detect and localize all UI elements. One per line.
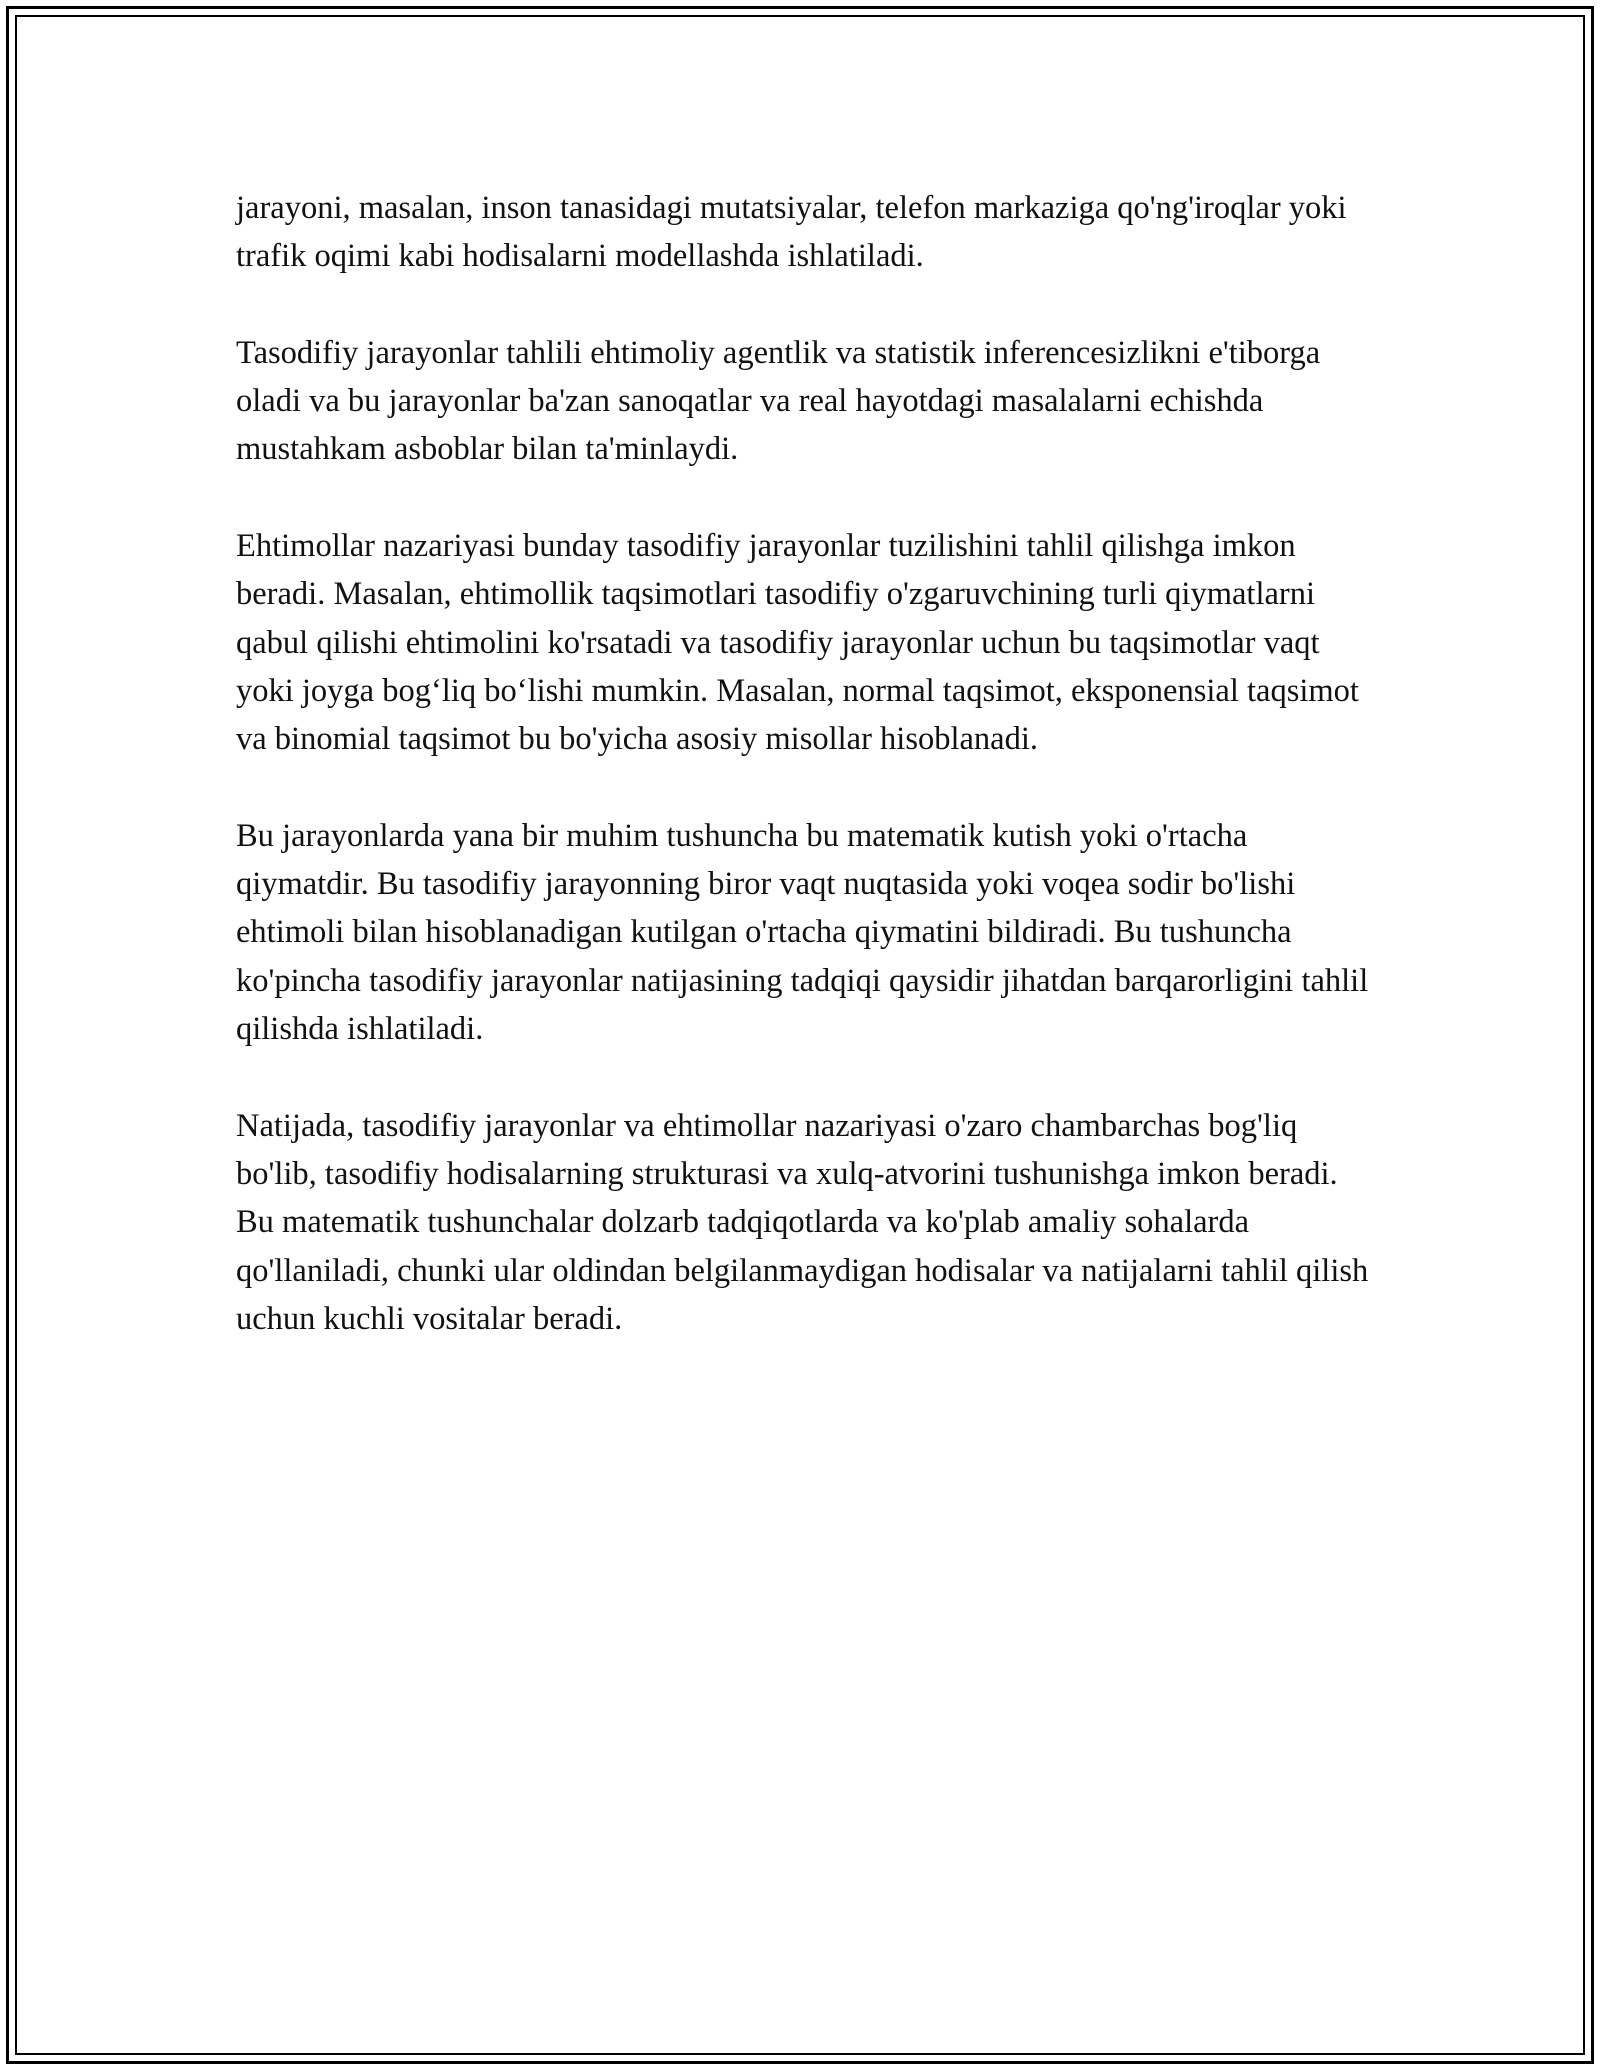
paragraph-4: Bu jarayonlarda yana bir muhim tushuncha bu matematik kutish yoki o'rtacha qiymatdir. Bu tasodifiy jarayonning biror vaqt nuqtasida yoki voqea sodir bo'lishi ehtimoli bilan hisoblanadigan kutilgan o'rtacha qiymatini bildiradi. Bu tushuncha ko'pincha tasodifiy jarayonlar natijasining tadqiqi qaysidir jihatdan barqarorligini tahlil qilishda ishlatiladi. — [236, 817, 1369, 1048]
document-body — [236, 184, 1376, 1391]
paragraph-3: Ehtimollar nazariyasi bunday tasodifiy jarayonlar tuzilishini tahlil qilishga imkon beradi. Masalan, ehtimollik taqsimotlari tasodifiy o'zgaruvchining turli qiymatlarni qabul qilishi ehtimolini ko'rsatadi va tasodifiy jarayonlar uchun bu taqsimotlar vaqt yoki joyga bog‘liq bo‘lishi mumkin. Masalan, normal taqsimot, eksponensial taqsimot va binomial taqsimot bu bo'yicha asosiy misollar hisoblanadi. — [236, 528, 1359, 758]
paragraph-2: Tasodifiy jarayonlar tahlili ehtimoliy agentlik va statistik inferencesizlikni e'tiborga oladi va bu jarayonlar ba'zan sanoqatlar va real hayotdagi masalalarni echishda mustahkam asboblar bilan ta'minlaydi. — [236, 334, 1321, 468]
paragraph-1: jarayoni, masalan, inson tanasidagi mutatsiyalar, telefon markaziga qo'ng'iroqlar yoki trafik oqimi kabi hodisalarni modellashda ishlatiladi. — [236, 190, 1347, 275]
paragraph-5: Natijada, tasodifiy jarayonlar va ehtimollar nazariyasi o'zaro chambarchas bog'liq bo'lib, tasodifiy hodisalarning strukturasi va xulq-atvorini tushunishga imkon beradi. Bu matematik tushunchalar dolzarb tadqiqotlarda va ko'plab amaliy sohalarda qo'llaniladi, chunki ular oldindan belgilanmaydigan hodisalar va natijalarni tahlil qilish uchun kuchli vositalar beradi. — [236, 1107, 1369, 1337]
